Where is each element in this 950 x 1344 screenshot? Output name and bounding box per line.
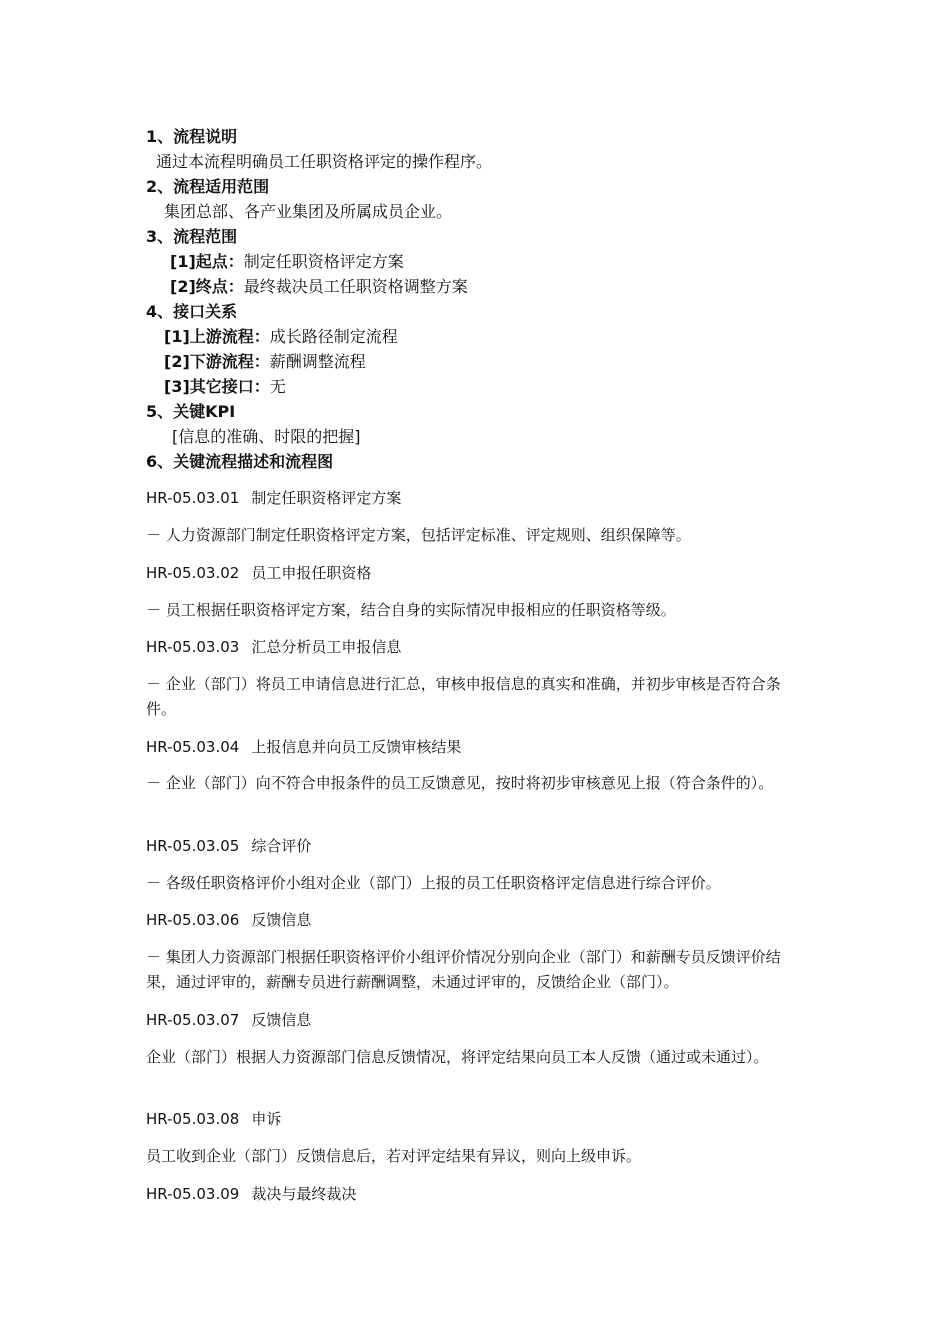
step-name: 裁决与最终裁决 [251, 1185, 357, 1203]
section-2-body: 集团总部、各产业集团及所属成员企业。 [164, 202, 453, 221]
step-name: 反馈信息 [251, 911, 312, 929]
section-3-title: 3、流程范围 [146, 227, 238, 246]
step-code: HR-05.03.04 [146, 738, 240, 756]
scope-end-line [170, 277, 468, 297]
interface-upstream-line [164, 327, 398, 347]
step-code: HR-05.03.06 [146, 911, 240, 929]
step-name: 反馈信息 [251, 1011, 312, 1029]
step-name: 汇总分析员工申报信息 [251, 638, 402, 656]
scope-end-value: 最终裁决员工任职资格调整方案 [243, 277, 468, 296]
step-heading [146, 563, 371, 583]
step-name: 综合评价 [251, 837, 312, 855]
section-6-title: 6、关键流程描述和流程图 [146, 452, 334, 471]
step-heading [146, 637, 401, 657]
downstream-label: [2]下游流程： [164, 352, 270, 371]
section-5-title: 5、关键KPI [146, 402, 236, 421]
step-description: － 人力资源部门制定任职资格评定方案，包括评定标准、评定规则、组织保障等。 [146, 526, 691, 544]
step-heading [146, 737, 461, 757]
other-label: [3]其它接口： [164, 377, 270, 396]
scope-start-value: 制定任职资格评定方案 [243, 252, 404, 271]
section-1-title: 1、流程说明 [146, 127, 238, 146]
other-value: 无 [269, 377, 286, 396]
step-code: HR-05.03.05 [146, 837, 240, 855]
step-code: HR-05.03.01 [146, 489, 240, 507]
step-description: － 企业（部门）向不符合申报条件的员工反馈意见，按时将初步审核意见上报（符合条件的）。 [146, 774, 774, 792]
step-code: HR-05.03.09 [146, 1185, 240, 1203]
upstream-label: [1]上游流程： [164, 327, 270, 346]
step-heading [146, 1184, 356, 1204]
step-description: － 集团人力资源部门根据任职资格评价小组评价情况分别向企业（部门）和薪酬专员反馈评价结果，通过评审的，薪酬专员进行薪酬调整，未通过评审的，反馈给企业（部门）。 [146, 948, 781, 991]
step-description: 员工收到企业（部门）反馈信息后，若对评定结果有异议，则向上级申诉。 [146, 1147, 642, 1165]
step-description: － 员工根据任职资格评定方案，结合自身的实际情况申报相应的任职资格等级。 [146, 601, 676, 619]
step-description: － 企业（部门）将员工申请信息进行汇总，审核申报信息的真实和准确，并初步审核是否符合条件。 [146, 675, 781, 718]
scope-end-label: [2]终点： [170, 277, 244, 296]
step-heading [146, 488, 401, 508]
section-5-body: [信息的准确、时限的把握] [172, 427, 361, 446]
scope-start-line [170, 252, 404, 272]
interface-other-line [164, 377, 286, 397]
step-heading [146, 910, 311, 930]
section-4-title: 4、接口关系 [146, 302, 238, 321]
step-code: HR-05.03.02 [146, 564, 240, 582]
step-heading [146, 836, 311, 856]
scope-start-label: [1]起点： [170, 252, 244, 271]
step-name: 申诉 [251, 1110, 282, 1128]
interface-downstream-line [164, 352, 366, 372]
step-code: HR-05.03.08 [146, 1110, 240, 1128]
step-description: 企业（部门）根据人力资源部门信息反馈情况，将评定结果向员工本人反馈（通过或未通过）。 [146, 1048, 769, 1066]
step-heading [146, 1109, 281, 1129]
section-2-title: 2、流程适用范围 [146, 177, 270, 196]
step-code: HR-05.03.03 [146, 638, 240, 656]
upstream-value: 成长路径制定流程 [269, 327, 398, 346]
step-heading [146, 1010, 311, 1030]
step-code: HR-05.03.07 [146, 1011, 240, 1029]
step-description: － 各级任职资格评价小组对企业（部门）上报的员工任职资格评定信息进行综合评价。 [146, 874, 721, 892]
step-name: 制定任职资格评定方案 [251, 489, 402, 507]
section-1-body: 通过本流程明确员工任职资格评定的操作程序。 [156, 152, 493, 171]
step-name: 上报信息并向员工反馈审核结果 [251, 738, 462, 756]
step-name: 员工申报任职资格 [251, 564, 372, 582]
downstream-value: 薪酬调整流程 [269, 352, 366, 371]
